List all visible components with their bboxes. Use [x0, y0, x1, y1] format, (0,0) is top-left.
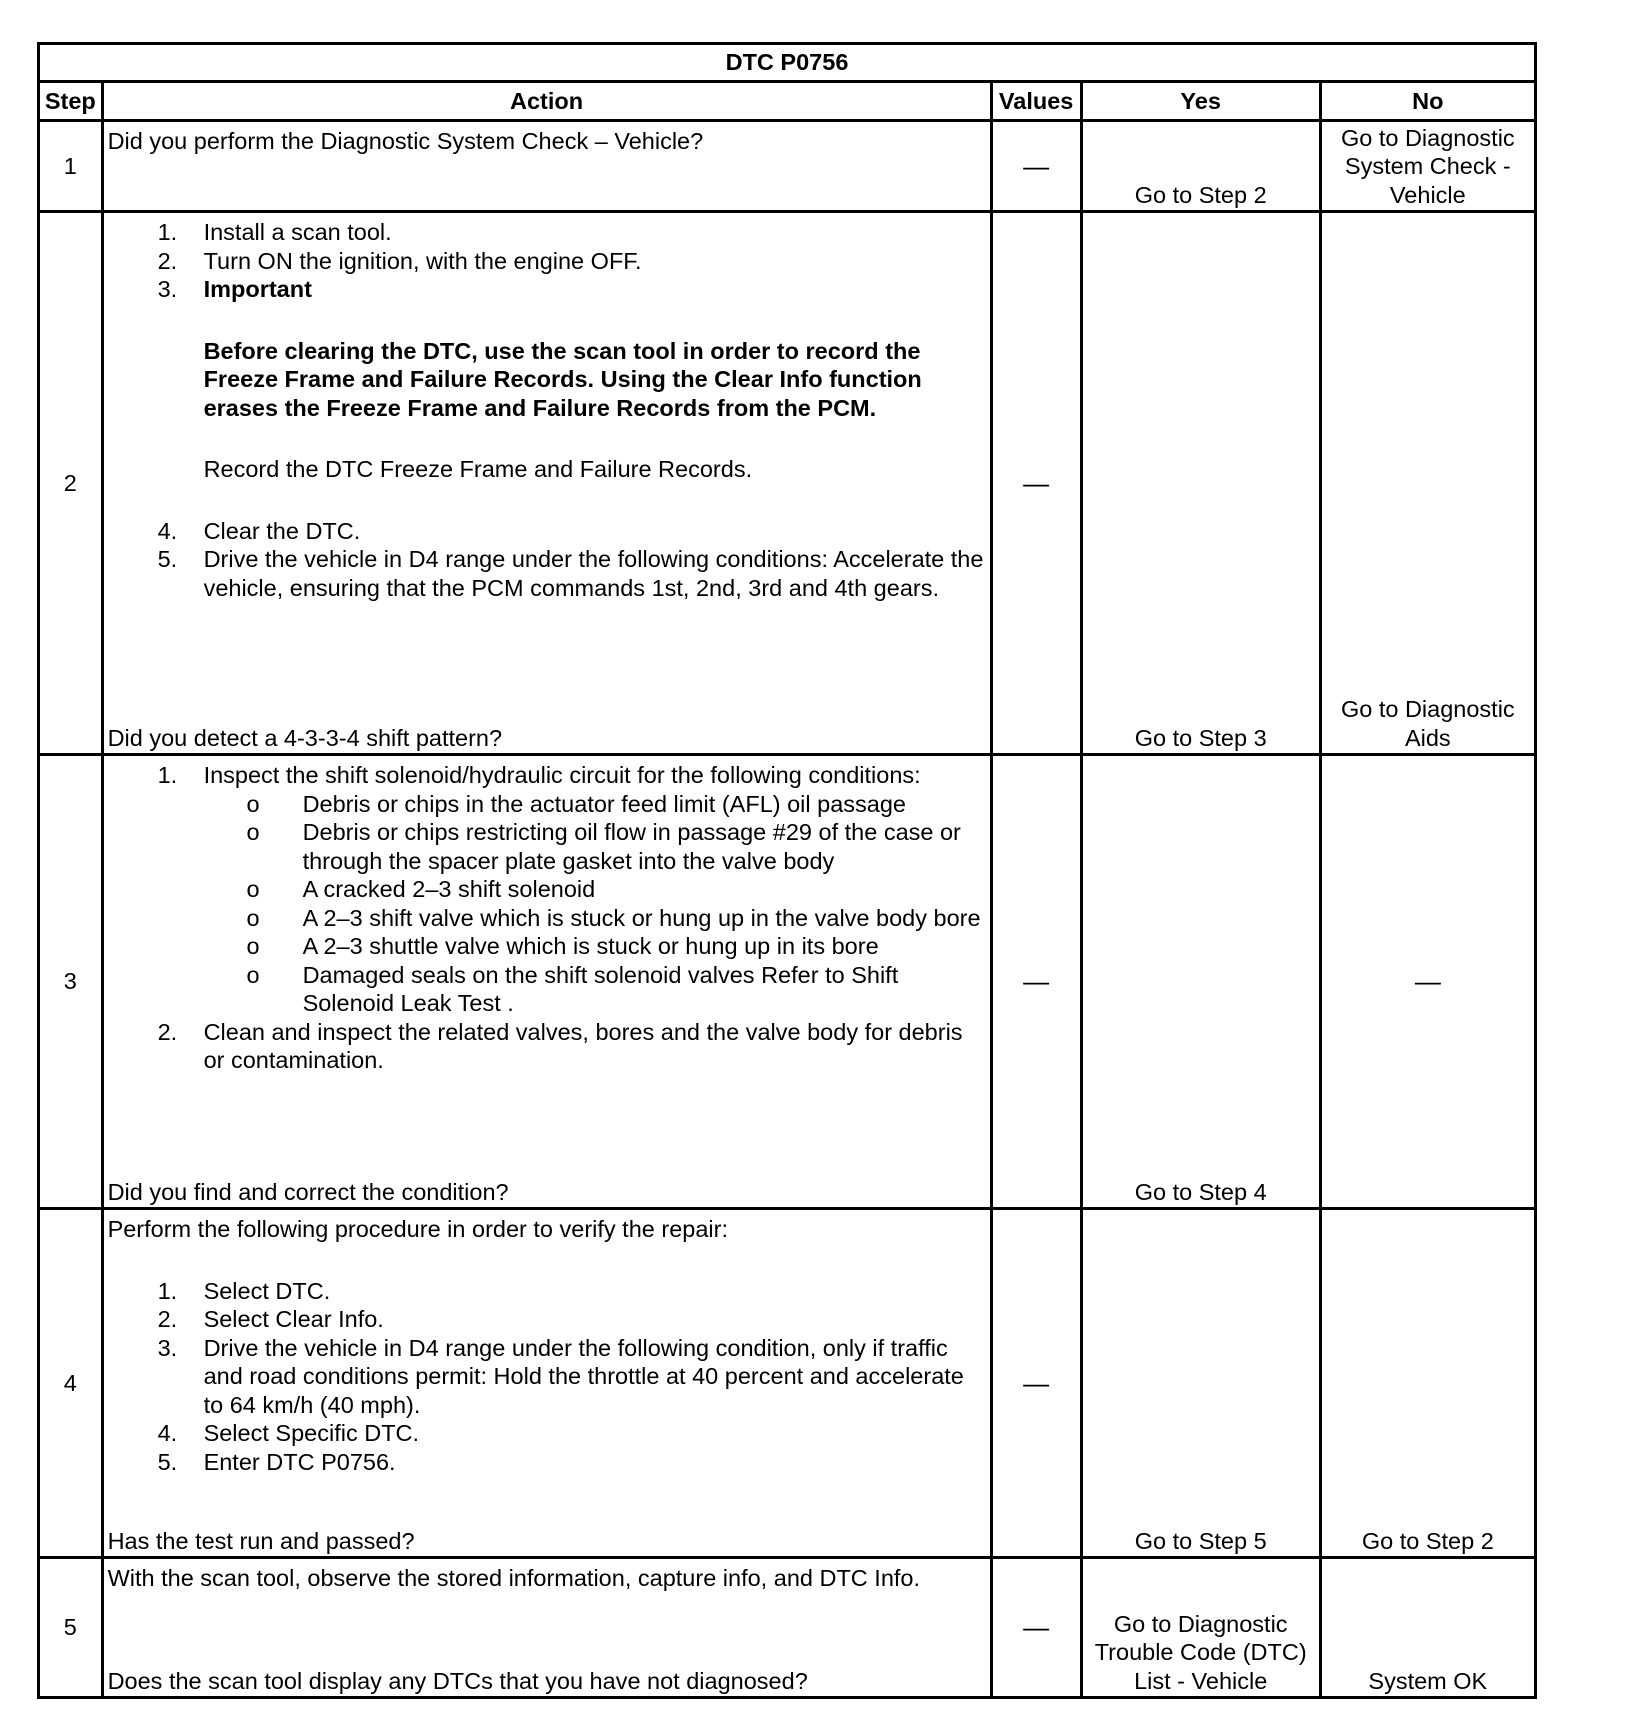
values-cell: — [991, 121, 1081, 212]
step-number: 3 [39, 755, 103, 1209]
list-item: 5. Enter DTC P0756. [157, 1448, 396, 1475]
no-line: Go to Diagnostic [1340, 124, 1515, 151]
action-cell [102, 755, 991, 1209]
yes-link[interactable]: Go to Step 3 [1134, 724, 1267, 751]
list-item: 3. Drive the vehicle in D4 range under the following condition, only if traffic and road conditions permit: Hold the throttle at 40 percent and accelerate to 64 km/h (40 mph). [157, 1334, 964, 1418]
values-cell: — [991, 212, 1081, 755]
list-item: o Damaged seals on the shift solenoid valves Refer to Shift Solenoid Leak Test . [246, 961, 899, 1016]
values-cell: — [991, 1209, 1081, 1558]
table-row-step-3 [39, 755, 1536, 1209]
no-line: Vehicle [1389, 181, 1466, 208]
item-text: Inspect the shift solenoid/hydraulic circuit for the following conditions: [203, 762, 921, 788]
yes-link[interactable]: Go to Step 5 [1134, 1527, 1267, 1554]
list-item: 1. Inspect the shift solenoid/hydraulic circuit for the following conditions: o Debris or chips in the actuator feed limit (AFL) oil passage o Debris or chips restricting oil flow in passage #29 of the case or through the spacer plate gasket into the valve body o A cracked 2–3 shift solenoid o A 2–3 shift valve which is stuck or hung up in the valve body bore o A 2–3 shuttle valve which is stuck or hung up in its bore o Damaged seals on the shift solenoid valves Refer to Shift Solenoid Leak Test . [108, 761, 986, 1018]
list-item: o Debris or chips in the actuator feed limit (AFL) oil passage [246, 790, 907, 817]
yes-link[interactable] [1095, 1611, 1307, 1694]
no-line: Aids [1404, 724, 1451, 751]
header-values: Values [991, 82, 1081, 121]
action-question: Did you detect a 4-3-3-4 shift pattern? [107, 724, 503, 751]
no-link[interactable] [1341, 125, 1515, 208]
list-item: 2. Turn ON the ignition, with the engine OFF. [157, 247, 642, 274]
action-cell [102, 212, 991, 755]
procedure-list [108, 761, 986, 1075]
list-item: 4. Select Specific DTC. [157, 1420, 420, 1446]
table-row-step-4 [39, 1209, 1536, 1558]
values-cell: — [991, 755, 1081, 1209]
no-cell [1320, 212, 1535, 755]
list-item: o A cracked 2–3 shift solenoid [246, 876, 596, 902]
step-number: 5 [39, 1558, 103, 1698]
record-instruction: Record the DTC Freeze Frame and Failure Records. [203, 456, 753, 482]
action-cell [102, 1558, 991, 1698]
table-title: DTC P0756 [39, 44, 1536, 82]
table-row-step-1 [39, 121, 1536, 212]
no-cell: — [1320, 755, 1535, 1209]
list-item: 3. Important [157, 276, 312, 302]
list-item: o A 2–3 shuttle valve which is stuck or hung up in its bore [246, 933, 879, 959]
yes-cell [1081, 121, 1320, 212]
header-yes: Yes [1081, 82, 1320, 121]
no-cell [1320, 121, 1535, 212]
header-step: Step [39, 82, 103, 121]
yes-line: Go to Diagnostic [1113, 1610, 1288, 1637]
yes-cell [1081, 755, 1320, 1209]
yes-link[interactable]: Go to Step 2 [1134, 181, 1267, 208]
important-note: Before clearing the DTC, use the scan tool in order to record the Freeze Frame and Failure Records. Using the Clear Info function erases the Freeze Frame and Failure Records from the PCM. [203, 337, 922, 421]
list-item: 4. Clear the DTC. [157, 517, 361, 544]
yes-cell [1081, 1209, 1320, 1558]
list-item: 2. Clean and inspect the related valves, bores and the valve body for debris or contamination. [157, 1018, 963, 1073]
action-question: Did you find and correct the condition? [107, 1178, 509, 1205]
action-question: Did you perform the Diagnostic System Check – Vehicle? [107, 128, 704, 154]
procedure-intro: With the scan tool, observe the stored information, capture info, and DTC Info. [107, 1565, 921, 1591]
procedure-list [108, 218, 986, 304]
no-result: System OK [1368, 1667, 1488, 1694]
list-item: o Debris or chips restricting oil flow in passage #29 of the case or through the spacer plate gasket into the valve body [246, 819, 961, 874]
no-cell [1320, 1558, 1535, 1698]
list-item: 1. Install a scan tool. [157, 219, 392, 245]
procedure-intro: Perform the following procedure in order to verify the repair: [107, 1216, 728, 1242]
no-link[interactable] [1341, 696, 1515, 751]
yes-cell [1081, 212, 1320, 755]
header-no: No [1320, 82, 1535, 121]
no-link[interactable]: Go to Step 2 [1361, 1527, 1494, 1554]
step-number: 4 [39, 1209, 103, 1558]
action-question: Does the scan tool display any DTCs that you have not diagnosed? [107, 1667, 808, 1694]
dtc-table [37, 42, 1537, 1699]
action-cell [102, 1209, 991, 1558]
no-cell [1320, 1209, 1535, 1558]
step-number: 1 [39, 121, 103, 212]
table-row-step-2 [39, 212, 1536, 755]
yes-cell [1081, 1558, 1320, 1698]
no-line: Go to Diagnostic [1340, 696, 1515, 722]
table-row-step-5 [39, 1558, 1536, 1698]
condition-list [108, 790, 986, 1018]
step-number: 2 [39, 212, 103, 755]
yes-line: List - Vehicle [1134, 1667, 1268, 1694]
yes-line: Trouble Code (DTC) [1094, 1639, 1307, 1665]
list-item: 1. Select DTC. [157, 1277, 331, 1304]
list-item: o A 2–3 shift valve which is stuck or hung up in the valve body bore [246, 904, 981, 931]
yes-link[interactable]: Go to Step 4 [1134, 1178, 1267, 1205]
header-action: Action [102, 82, 991, 121]
no-line: System Check - [1344, 153, 1511, 179]
procedure-list [108, 517, 986, 603]
procedure-list [108, 1277, 986, 1477]
values-cell: — [991, 1558, 1081, 1698]
action-cell [102, 121, 991, 212]
action-question: Has the test run and passed? [107, 1527, 415, 1554]
list-item: 5. Drive the vehicle in D4 range under the following conditions: Accelerate the vehicle, ensuring that the PCM commands 1st, 2nd, 3rd and 4th gears. [157, 546, 984, 601]
list-item: 2. Select Clear Info. [157, 1306, 384, 1332]
